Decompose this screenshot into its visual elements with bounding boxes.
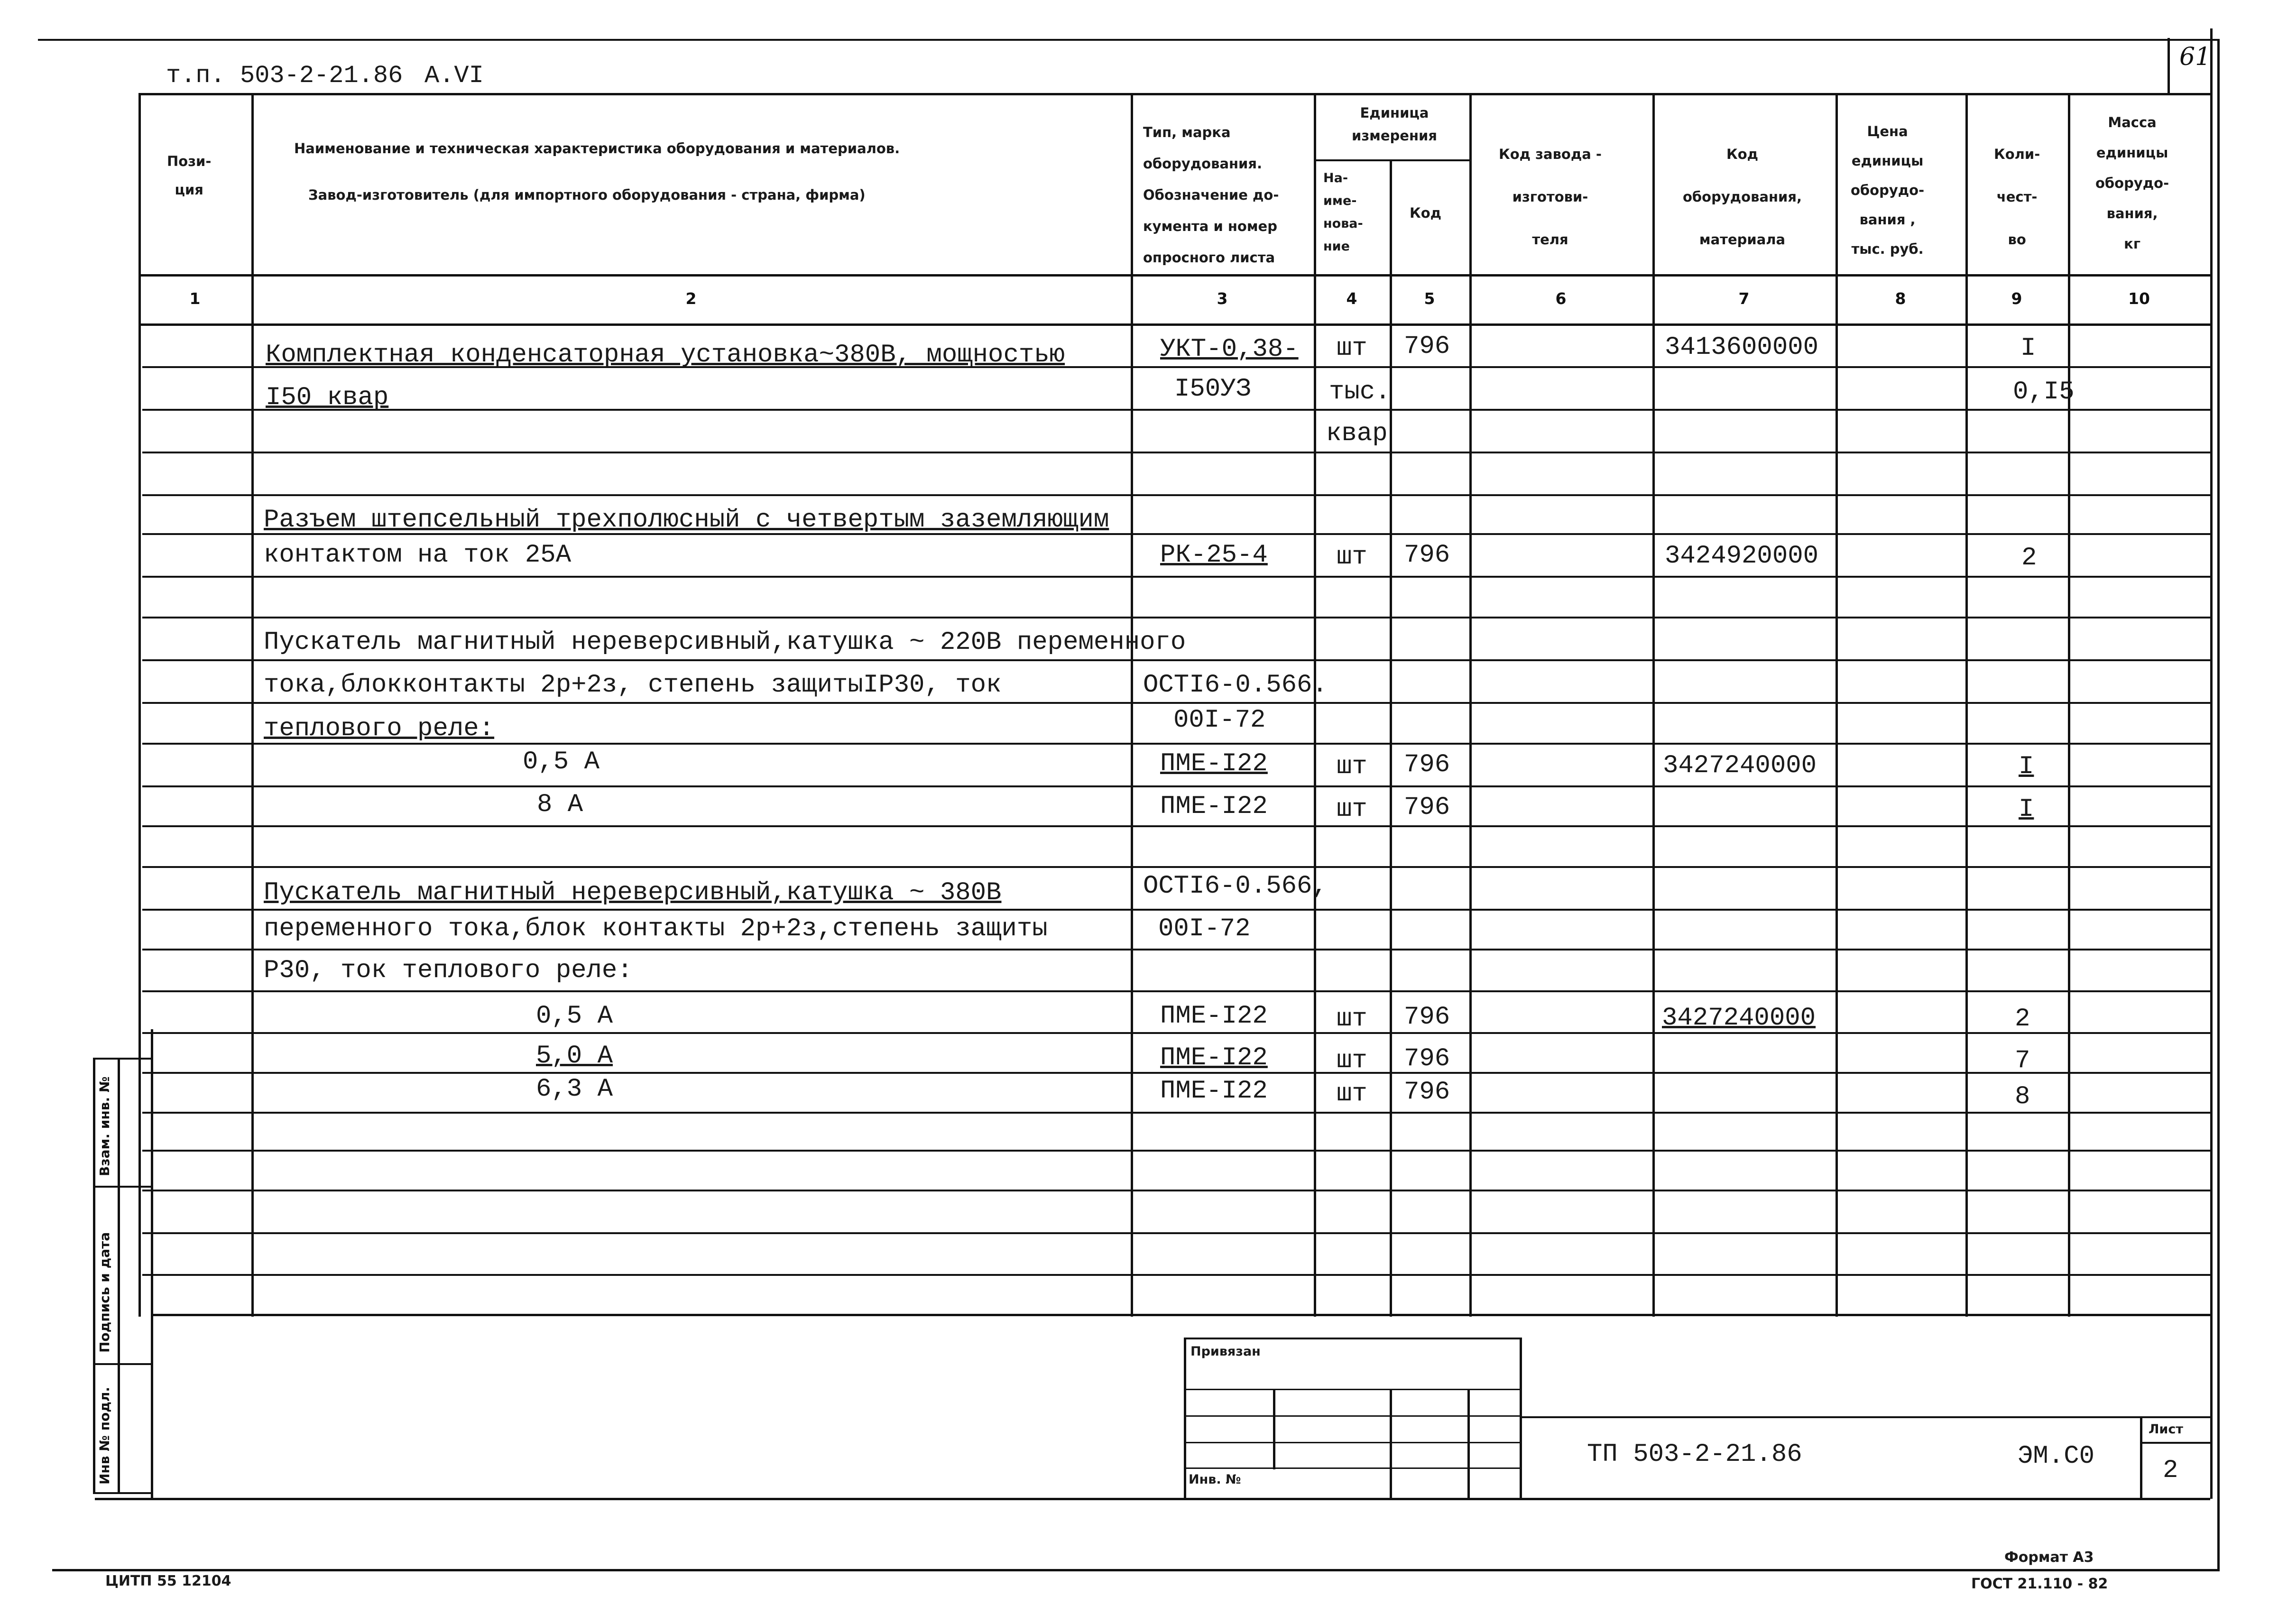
item-name: 8 А <box>537 790 583 819</box>
equipment-code: 3427240000 <box>1663 751 1817 780</box>
sheet-label: Лист <box>2149 1422 2183 1437</box>
item-name: контактом на ток 25А <box>264 541 572 570</box>
item-name: Р30, ток теплового реле: <box>264 956 633 985</box>
column-header-unit-mass: Масса единицы оборудо- вания, кг <box>2095 114 2169 252</box>
column-number: 5 <box>1424 289 1435 308</box>
item-type: ПМЕ-I22 <box>1160 749 1268 778</box>
stamp-linked: Привязан <box>1190 1344 1261 1359</box>
doc-reference: т.п. 503-2-21.86 <box>166 62 403 90</box>
column-header-quantity: Коли- чест- во <box>1994 146 2040 248</box>
column-number: 10 <box>2128 289 2150 308</box>
item-type: 00I-72 <box>1173 706 1266 735</box>
column-header-position: Пози- ция <box>167 153 212 198</box>
stamp-replaced-inventory: Взам. инв. № <box>97 1076 112 1176</box>
stamp-original-inventory: Инв № подл. <box>97 1386 112 1485</box>
footer-publisher: ЦИТП 55 12104 <box>105 1573 231 1589</box>
quantity: 8 <box>2015 1082 2030 1111</box>
unit-code: 796 <box>1404 1003 1450 1032</box>
unit-name: шт <box>1337 543 1367 572</box>
item-name: переменного тока,блок контакты 2р+2з,степень защиты <box>264 914 1048 943</box>
quantity: 2 <box>2021 544 2037 572</box>
item-name: тока,блокконтакты 2р+2з, степень защитыIР30, ток <box>264 671 1002 700</box>
equipment-code: 3427240000 <box>1662 1004 1816 1033</box>
quantity: I <box>2020 334 2036 363</box>
item-type: 00I-72 <box>1158 914 1251 943</box>
item-name: I50 квар <box>266 383 389 412</box>
column-header-type: Тип, марка оборудования. Обозначение до- кумента и номер опросного листа <box>1143 124 1279 266</box>
quantity: I <box>2019 795 2034 824</box>
unit-name: шт <box>1337 334 1367 363</box>
column-number: 8 <box>1895 289 1906 308</box>
unit-name: шт <box>1337 1080 1367 1108</box>
item-type: ОСТI6-0.566. <box>1143 671 1328 700</box>
unit-code: 796 <box>1404 1044 1450 1073</box>
item-type: ПМЕ-I22 <box>1160 792 1268 821</box>
column-header-name-line1: Наименование и техническая характеристика оборудования и материалов. <box>294 140 900 157</box>
item-name: 0,5 А <box>536 1002 613 1031</box>
unit-name: шт <box>1337 1005 1367 1033</box>
column-number: 9 <box>2011 289 2022 308</box>
item-type: I50УЗ <box>1174 375 1252 404</box>
column-header-equipment-code: Код оборудования, материала <box>1683 146 1802 248</box>
quantity: 7 <box>2015 1046 2030 1075</box>
item-name: Пускатель магнитный нереверсивный,катушка ~ 220В переменного <box>264 628 1186 657</box>
item-name: Разъем штепсельный трехполюсный с четвертым заземляющим <box>264 506 1109 535</box>
unit-code: 796 <box>1404 750 1450 779</box>
handwritten-sheet-number: 61 <box>2179 43 2211 71</box>
album-number: А.VI <box>424 62 484 90</box>
column-number: 1 <box>189 289 201 308</box>
item-type: ПМЕ-I22 <box>1160 1002 1268 1031</box>
quantity: 0,I5 <box>2013 378 2075 406</box>
item-name: Пускатель магнитный нереверсивный,катушка ~ 380В <box>264 878 1002 907</box>
equipment-code: 3424920000 <box>1665 542 1819 571</box>
unit-name: шт <box>1337 1046 1367 1075</box>
column-number: 3 <box>1217 289 1228 308</box>
title-document-number: ТП 503-2-21.86 <box>1587 1440 1802 1469</box>
stamp-inventory-number: Инв. № <box>1189 1472 1241 1487</box>
column-header-factory-code: Код завода - изготови- теля <box>1499 146 1602 248</box>
quantity: 2 <box>2015 1005 2030 1033</box>
column-header-unit-name: На- име- нова- ние <box>1323 171 1363 254</box>
column-number: 2 <box>685 289 697 308</box>
column-number: 4 <box>1346 289 1357 308</box>
unit-name: шт <box>1337 795 1367 824</box>
item-type: ОСТI6-0.566, <box>1143 872 1328 901</box>
stamp-signature-date: Подпись и дата <box>97 1232 112 1353</box>
sheet-number: 2 <box>2163 1456 2178 1485</box>
column-header-unit-group: Единица измерения <box>1352 105 1437 144</box>
item-name: 5,0 А <box>536 1042 613 1070</box>
item-type: РК-25-4 <box>1160 541 1268 570</box>
title-document-code: ЭМ.С0 <box>2018 1442 2095 1471</box>
unit-code: 796 <box>1404 541 1450 570</box>
item-type: ПМЕ-I22 <box>1160 1077 1268 1106</box>
footer-standard: ГОСТ 21.110 - 82 <box>1971 1576 2108 1592</box>
item-name: теплового реле: <box>264 714 495 743</box>
column-number: 6 <box>1555 289 1567 308</box>
item-type: ПМЕ-I22 <box>1160 1043 1268 1072</box>
unit-code: 796 <box>1404 793 1450 822</box>
unit-name: шт <box>1337 752 1367 781</box>
unit-code: 796 <box>1404 1078 1450 1107</box>
item-type: УКТ-0,38- <box>1160 335 1299 364</box>
column-header-unit-price: Цена единицы оборудо- вания , тыс. руб. <box>1851 123 1925 257</box>
equipment-code: 3413600000 <box>1665 333 1819 362</box>
column-header-unit-code: Код <box>1410 205 1442 221</box>
unit-name: тыс. <box>1329 378 1391 406</box>
column-number: 7 <box>1738 289 1750 308</box>
footer-format: Формат А3 <box>2004 1549 2094 1566</box>
item-name: 6,3 А <box>536 1075 613 1104</box>
item-name: 0,5 А <box>523 747 600 776</box>
unit-name: квар <box>1326 419 1388 448</box>
unit-code: 796 <box>1404 332 1450 361</box>
column-header-name-line2: Завод-изготовитель (для импортного оборудования - страна, фирма) <box>308 187 866 203</box>
item-name: Комплектная конденсаторная установка~380В, мощностью <box>266 341 1065 369</box>
quantity: I <box>2019 752 2034 781</box>
